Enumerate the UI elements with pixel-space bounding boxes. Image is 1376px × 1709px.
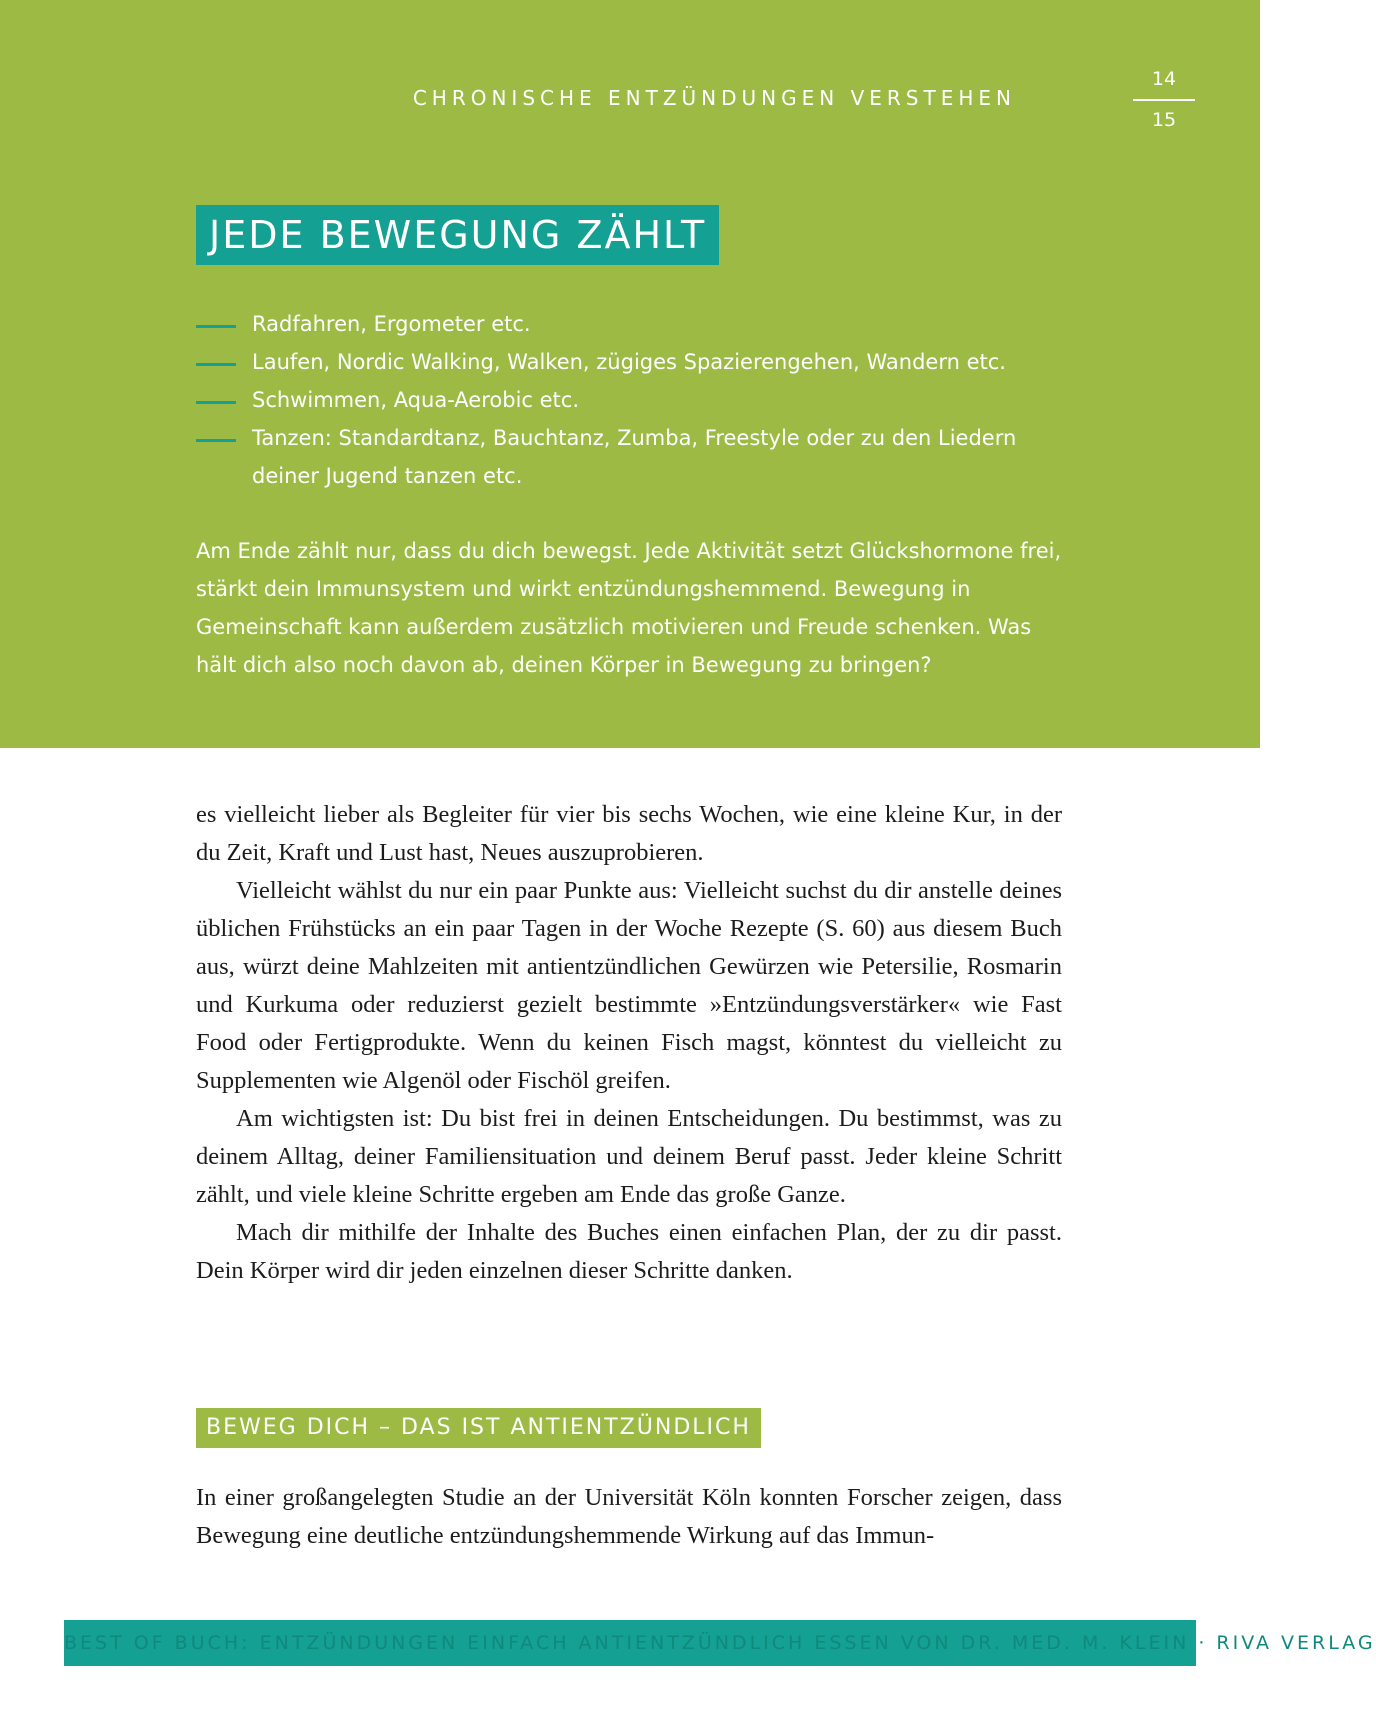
body-paragraph: In einer großangelegten Studie an der Universität Köln konnten Forscher zeigen, dass Bewegung eine deutliche entzündungshemmende Wirkung auf das Immun- [196, 1484, 1062, 1549]
list-item-text: Laufen, Nordic Walking, Walken, zügiges Spazierengehen, Wandern etc. [252, 350, 1006, 374]
page-number-right: 15 [1151, 109, 1177, 131]
page-number-left: 14 [1151, 68, 1177, 90]
body-text-continued [196, 1479, 1062, 1555]
body-text [196, 796, 1062, 1290]
list-item [196, 343, 1076, 381]
body-paragraph: es vielleicht lieber als Begleiter für vier bis sechs Wochen, wie eine kleine Kur, in der du Zeit, Kraft und Lust hast, Neues auszuprobieren. [196, 801, 1062, 866]
list-item-text: Tanzen: Standardtanz, Bauchtanz, Zumba, Freestyle oder zu den Liedern deiner Jugend tanzen etc. [252, 426, 1017, 488]
feature-paragraph: Am Ende zählt nur, dass du dich bewegst. Jede Aktivität setzt Glückshormone frei, stärkt dein Immunsystem und wirkt entzündungshemmend. Bewegung in Gemeinschaft kann außerdem zusätzlich motivieren und Freude schenken. Was hält dich also noch davon ab, deinen Körper in Bewegung zu bringen? [196, 539, 1062, 677]
feature-box [0, 0, 1260, 748]
page-number-divider [1133, 99, 1195, 101]
body-paragraph: Vielleicht wählst du nur ein paar Punkte aus: Vielleicht suchst du dir anstelle deines üblichen Frühstücks an ein paar Tagen in der Woche Rezepte (S. 60) aus diesem Buch aus, würzt deine Mahlzeiten mit antientzündlichen Gewürzen wie Petersilie, Rosmarin und Kurkuma oder reduzierst gezielt bestimmte »Entzündungsverstärker« wie Fast Food oder Fertigprodukte. Wenn du keinen Fisch magst, könntest du vielleicht zu Supplementen wie Algenöl oder Fischöl greifen. [196, 877, 1062, 1094]
running-head: CHRONISCHE ENTZÜNDUNGEN VERSTEHEN [412, 86, 1016, 110]
dash-bullet-icon [196, 363, 236, 366]
list-item [196, 305, 1076, 343]
dash-bullet-icon [196, 439, 236, 442]
list-item-text: Schwimmen, Aqua-Aerobic etc. [252, 388, 580, 412]
list-item [196, 381, 1076, 419]
body-paragraph: Am wichtigsten ist: Du bist frei in deinen Entscheidungen. Du bestimmst, was zu deinem Alltag, deiner Familiensituation und deinem Beruf passt. Jeder kleine Schritt zählt, und viele kleine Schritte ergeben am Ende das große Ganze. [196, 1105, 1062, 1208]
activity-list [196, 305, 1076, 495]
feature-title: JEDE BEWEGUNG ZÄHLT [196, 205, 719, 265]
body-paragraph: Mach dir mithilfe der Inhalte des Buches einen einfachen Plan, der zu dir passt. Dein Körper wird dir jeden einzelnen dieser Schritte danken. [196, 1219, 1062, 1284]
footer-bar: BEST OF BUCH: ENTZÜNDUNGEN EINFACH ANTIENTZÜNDLICH ESSEN VON DR. MED. M. KLEIN · RIVA VERLAG [64, 1620, 1196, 1666]
list-item [196, 419, 1076, 495]
dash-bullet-icon [196, 325, 236, 328]
page-numbers [1133, 66, 1195, 133]
section-subheading: BEWEG DICH – DAS IST ANTIENTZÜNDLICH [196, 1408, 761, 1448]
list-item-text: Radfahren, Ergometer etc. [252, 312, 531, 336]
dash-bullet-icon [196, 401, 236, 404]
